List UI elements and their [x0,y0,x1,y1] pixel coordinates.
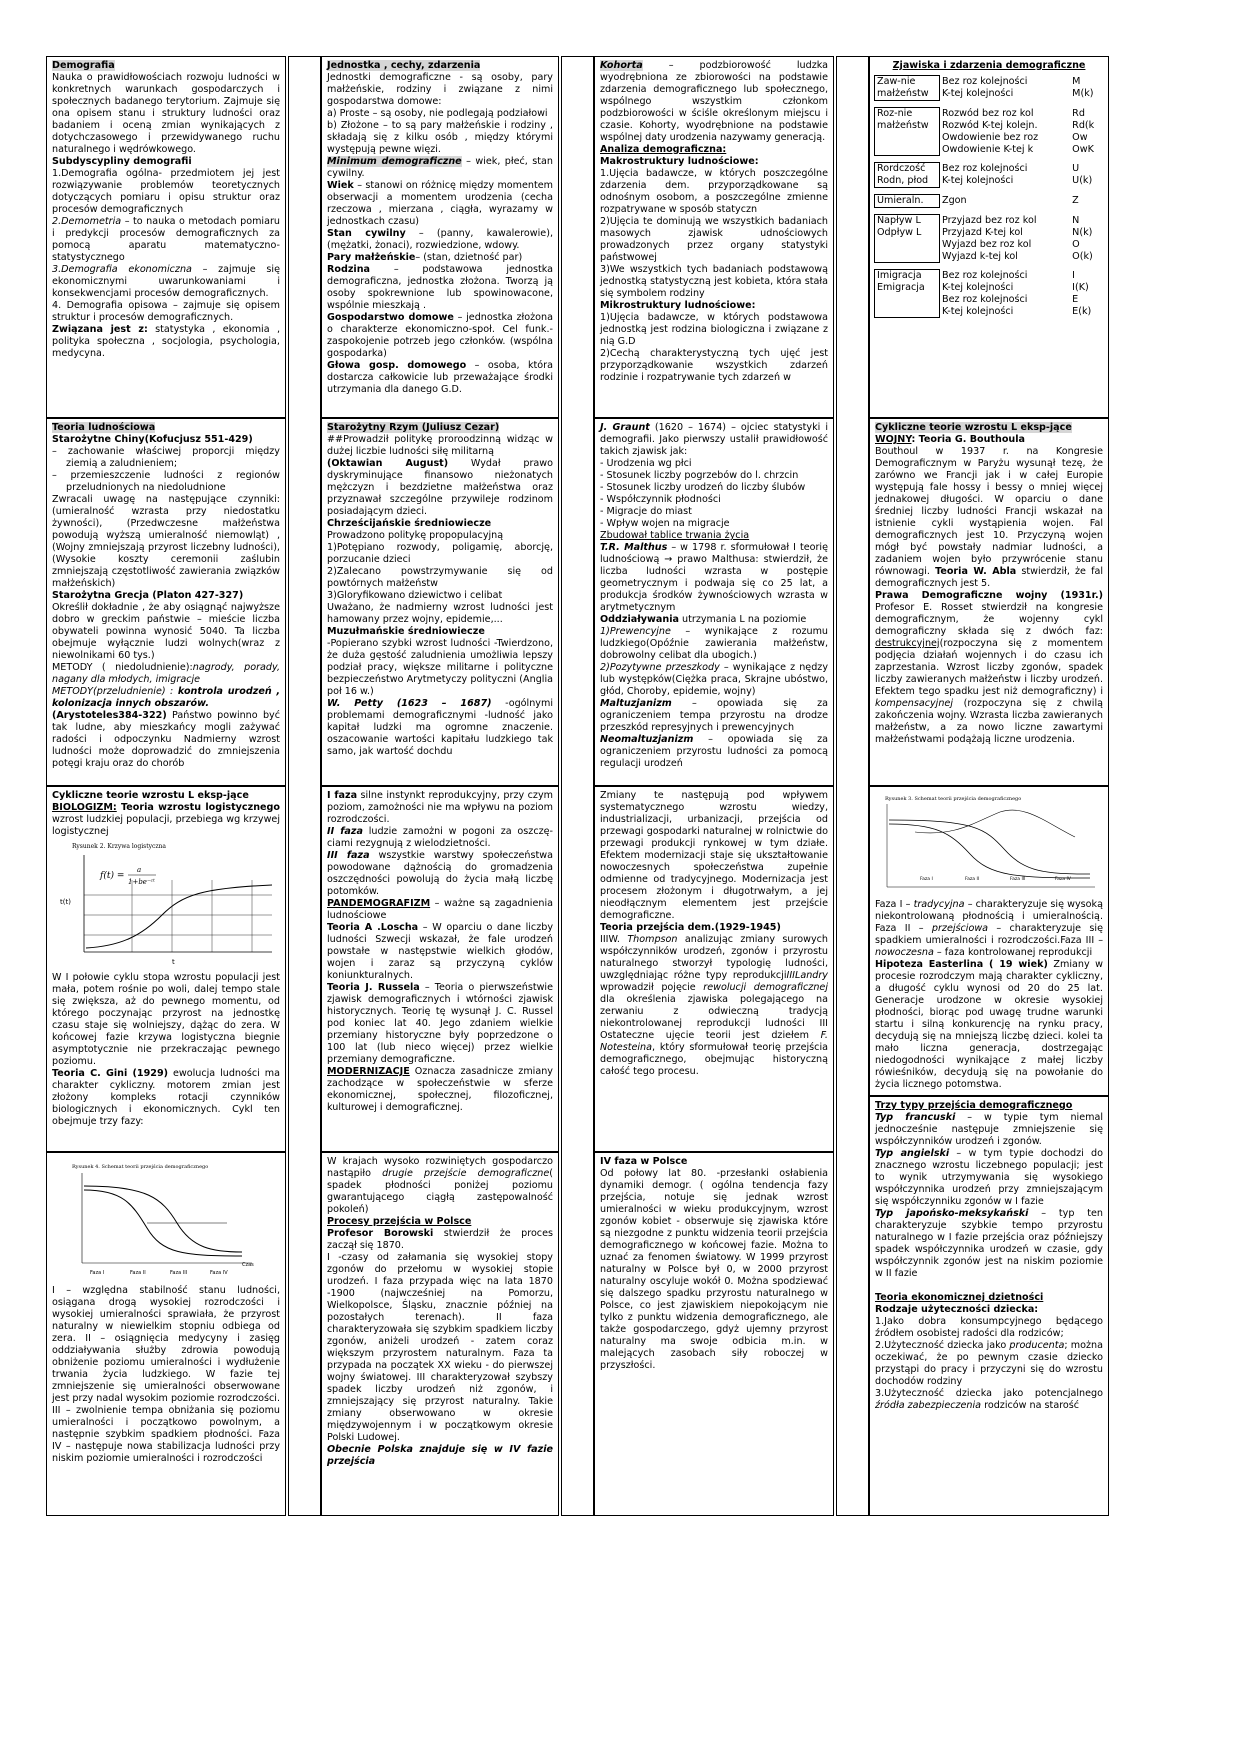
rodzina-text: – podstawowa jednostka demograficzna, jednostka złożona. Tworzą ją osoby spokrewnione lub spowinowacone, wspólnie mieszkają . [327,264,553,311]
east-head: Hipoteza Easterlina ( 19 wiek) [875,959,1048,970]
zj-sym: U [1072,162,1080,174]
cykliczne-text2: W I połowie cyklu stopa wzrostu populacji jest mała, potem rośnie po woli, dalej tempo stale się zwiększa, aż do pewnego momentu, od którego poczynając przyrost na jednostkę czasu staje się wolniejszy, dążąc do zera. W końcowej fazie krzywa logistyczna biegnie asymptotycznie nie przekraczając pewnego poziomu. [52,972,280,1067]
zj-sym: Z [1072,194,1079,206]
pary-text: – (stan, dzietność par) [415,252,523,263]
zmiany-cell [594,786,834,1152]
zj-sym: O(k) [1072,250,1093,262]
tpd-head: Teoria przejścia dem.(1929-1945) [600,922,781,933]
jednostka-title: Jednostka , cechy, zdarzenia [327,60,481,71]
przejscia-text1-i: drugie przejście demograficzne [382,1168,550,1179]
zj-sym: O [1072,238,1080,250]
faza-f2-i: przejściowa [931,923,989,934]
f3-head: III faza [327,850,370,861]
pand-text: – ważne są zagadnienia ludnościowe [327,898,553,921]
fazy-cell [46,1152,286,1516]
petty-head: W. Petty (1623 – 1687) [327,698,492,709]
zj-sym: Rd(k [1072,119,1095,131]
okt-text: Wydał prawo dyskryminujące finansowo nieżonatych mężczyzn i bezdzietne małżeństwa oraz przyznawał szczególne przywileje rodzinom posiadającym dzieci. [327,458,553,517]
chr2: 2)Zalecano powstrzymywanie się od powtórnych małżeństw [327,566,553,589]
maltu-head: Maltuzjanizm [600,698,672,709]
zj-sym: N(k) [1072,226,1093,238]
zj-desc: K-tej kolejności [942,305,1014,317]
komp: kompensacyjnej [875,698,953,709]
wiek-text: – stanowi on różnicę między momentem obserwacji a momentem urodzenia (cecha rzeczowa , mierzana , ciągła, wyrazamy w jednostkach czasu) [327,180,553,227]
metody2-head: METODY(przeludnienie) : [52,686,174,697]
zj-label-2: Rordczość Rodn, płod [875,163,940,188]
iv-faza-cell [594,1152,834,1516]
mikro1: 1)Ujęcia badawcze, w których podstawowa jednostką jest rodzina biologiczna i związane z nią G.D [600,312,828,347]
mod-text: Oznacza zasadnicze zmiany zachodzące w społeczeństwie w sferze ekonomicznej, społecznej, filozoficznej, kulturowej i demograficznej. [327,1066,553,1113]
fig-r-faza4: Faza IV [1055,877,1071,882]
sub1: 1.Demografia ogólna- przedmiotem jej jest rozwiązywanie problemów teoretycznych dotyczących pomiaru i opisu struktur oraz procesów demograficznych [52,168,280,215]
population-curve [915,810,1075,837]
poz-head: 2)Pozytywne przeszkody [600,662,720,673]
demografia-title: Demografia [52,60,115,71]
przejscia-cell [321,1152,559,1516]
destr: destrukcyjnej [875,638,940,649]
typy-head: Trzy typy przejścia demograficznego [875,1100,1073,1111]
bio-text: wzrost ludzkiej populacji, przebiega wg krzywej logistycznej [52,814,280,837]
chr-text2: Uważano, że nadmierny wzrost ludności jest hamowany przez wojny, epidemie,... [327,602,553,625]
makro2: 2)Ujęcia te dominują we wszystkich badaniach masowych zjawisk udnościowych prowadzonych przez organy statystyki państwowej [600,216,828,263]
f2-text: ludzie zamożni w pogoni za oszczę-ciami rezygnują z wielodzietności. [327,826,553,849]
jap-text: – typ ten charakteryzuje szybkie tempo przyrostu naturalnego w I fazie przejścia oraz późniejszy spadek współczynnika urodzeń w czasie, gdy współczynnik zgonów jest na niskim poziomie w II fazie [875,1208,1103,1279]
fig-faza4: Faza IV [210,1270,228,1276]
oddz-head: Oddziaływania [600,614,679,625]
prew-head: 1)Prewencyjne [600,626,671,637]
zj-row-0 [875,76,1105,101]
logistic-curve [86,885,272,948]
fr-head: Typ francuski [875,1112,956,1123]
cykliczne-cell [46,786,286,1152]
faza-f1-text: – charakteryzuje się wysoką niekontrolowaną płodnością i umieralnością. Faza II – [875,899,1103,934]
rzym-cell [321,418,559,786]
zj-desc: K-tej kolejności [942,174,1014,186]
jednostka-cell [321,56,559,418]
zbud: Zbudował tablice trwania życia [600,530,750,541]
zj-row-3 [875,195,1105,208]
teoria-title: Teoria ludnościowa [52,422,156,433]
demografia-text: Nauka o prawidłowościach rozwoju ludności w konkretnych warunkach gospodarczych i społecznych badanego terytorium. Zajmuje się ona opisem stanu i struktury ludności oraz badaniem i oceną zmian wynikających z dotychczasowego i przewidywanego ruchu naturalnego i wędrówkowego. [52,72,280,155]
fig-czas: Czas [242,1262,254,1268]
fr-text: – w typie tym niemal jednocześnie następuje zmniejszenie się współczynników urodzeń i zgonów. [875,1112,1103,1147]
oddz-text: utrzymania L na poziomie [678,614,807,625]
jednostka-b: b) Złożone – to są pary małżeńskie i rodziny , składają się z kilku osób , między którymi występują pewne więzi. [327,120,553,155]
zj-sym: M(k) [1072,87,1094,99]
iv-head: IV faza w Polsce [600,1156,688,1167]
logistic-caption: Rysunek 2. Krzywa logistyczna [72,843,166,850]
rodzina-head: Rodzina [327,264,371,275]
tpd-text-b: analizując zmiany surowych współczynników urodzeń, zgonów i przyrostu naturalnego stworzył typologię ludności, uwzględniając różne typy reprodukcji [600,934,828,981]
r1: 1.Jako dobra konsumpcyjnego będącego źródłem osobistej radości dla rodziców; [875,1316,1103,1339]
makro3: 3)We wszystkich tych badaniach podstawową jednostką statystyczną jest kobieta, która stała się symbolem rodziny [600,264,828,299]
iv-text: Od połowy lat 80. -przesłanki osłabienia dynamiki demogr. ( ogólna tendencja fazy przejścia, notuje się jednak wzrost umieralności w wieku produkcyjnym, wzrost zgonów kobiet - obserwuje się zjawiska które są niezgodne z punktu widzenia teorii przejścia demograficznego w końcowej fazie. Można to uznać za fenomen światowy. W 1999 przyrost naturalny w Polsce był 0, w 2000 przyrost naturalny oscyluje wokół 0. Można spodziewać się dalszego spadku przyrostu naturalnego w Polsce, co jest zjawiskiem niepokojącym nie tylko z punktu widzenia demograficznego, ale także gospodarczego, gdyż ujemny przyrost naturalny ma swoje odbicia m.in. w malejących zasobach siły roboczej w przyszłości. [600,1168,828,1371]
birth-rate-curve [84,1186,242,1252]
r3b: rodziców na starość [981,1400,1080,1411]
prawa-head: Prawa Demograficzne wojny (1931r.) [875,590,1103,601]
faza-f3-i: nowoczesna [875,947,934,958]
sub2-head: 2.Demometria [52,216,122,227]
muz-text: -Popierano szybki wzrost ludności -Twierdzono, że duża gęstość zaludnienia umożliwia lepszy podział pracy, większe militarne i polityczne bezpieczeństwo Arytmetyczy polityczni (Anglia poł 16 w.) [327,638,553,697]
petty-text: -ogólnymi problemami demograficznymi -ludność jako kapitał ludzki ma ogromne znaczenie. oszacowanie wartości kapitału ludzkiego tak samo, jak wartość dochdu [327,698,553,757]
birth-rate-curve [889,820,1090,874]
malthus-head: T.R. Malthus [600,542,668,553]
fig-r-faza3: Faza III [1010,877,1026,882]
fig-r-faza1: Faza I [920,877,933,882]
zj-desc: Wyjazd bez roz kol [942,238,1032,250]
fazy-text: I – względna stabilność stanu ludności, osiągana drogą wysokiej rozrodczości i wysokiej umieralności sprawiała, że przyrost naturalny w niewielkim stopniu odbiega od zera. II – osiągnięcia medycyny i zasięg oddziaływania służby zdrowia powodują obniżenie poziomu umieralności i wydłużenie trwania życia ludzkiego. W fazie tej zmniejszenie się umieralności obserwowane jest przy nadal wysokim poziomie rozrodczości. III – zwolnienie tempa obniżania się poziomu umieralności i początkowo powolnym, a następnie szybkim spadkiem płodności. Faza IV – następuje nowa stabilizacja ludności przy niskim poziomie umieralności i rozrodczości [52,1285,280,1464]
graunt-cell [594,418,834,786]
losch-text: – W oparciu o dane liczby ludności Szwecji wskazał, że fale urodzeń powstałe w następstwie wielkich głodów, wojen i zaraz są przyczyną cyklów koniunkturalnych. [327,922,554,981]
tpd-landry: IIILandry [786,970,828,981]
zj-desc: Bez roz kolejności [942,162,1028,174]
bor-text: stwierdził że proces zaczął się 1870. [327,1228,553,1251]
bio-head2: Teoria wzrostu logistycznego [116,802,280,813]
sub3-head: 3.Demografia ekonomiczna [52,264,192,275]
f3-text: wszystkie warstwy społeczeństwa powodowane dążnością do gromadzenia oszczędności powolują do życia małą liczbę potomków. [327,850,553,897]
zj-sym: E(k) [1072,305,1092,317]
tpd-text-c: wprowadził pojęcie [600,982,704,993]
f1-head: I faza [327,790,358,801]
malthus-text: – w 1798 r. sformułował I teorię ludnościową → prawo Malthusa: stwierdził, że liczba ludności wzrasta w postępie geometrycznym i podwaja się co 25 lat, a produkcja środków żywnościowych wzrasta w arytmetycznym [600,542,828,613]
faza-cell [869,786,1109,1096]
prew-text: – wynikające z rozumu ludzkiego(Opóźnie zawierania małżeństw, dobrowolny celibat dla ubogich.) [600,626,828,661]
kohorta-head: Kohorta [600,60,643,71]
logistic-curve-figure [52,840,280,970]
neo-head: Neomaltuzjanizm [600,734,694,745]
tpd-text-e: , który sformułował teorię przejścia demograficznego, obejmując historyczną całość tego procesu. [600,1042,828,1077]
chiny-l2: – przemieszczenie ludności z regionów przeludnionych na niedoludnione [52,470,280,493]
zj-sym: OwK [1072,143,1094,155]
wojny-head2: : Teoria G. Bouthoula [911,434,1026,445]
metody-text: nagrody, porady, nagany dla młodych, imigracje [52,662,280,685]
poz-text: – wynikające z nędzy lub występków(Ciężka praca, Skrajne ubóstwo, głód, Choroby, epidemie, wojny) [600,662,829,697]
muz-head: Muzułmańskie średniowiecze [327,626,485,637]
gini-text: ewolucja ludności ma charakter cykliczny. motorem zmian jest złożony kompleks rotacji czynników biologicznych i ekonomicznych. Cykl ten obejmuje trzy fazy: [52,1068,280,1127]
proc-head: Procesy przejścia w Polsce [327,1216,472,1227]
fig-r-faza2: Faza II [965,877,980,882]
f2-head: II faza [327,826,363,837]
death-rate-curve [889,824,1090,878]
gini-head: Teoria C. Gini (1929) [52,1068,169,1079]
zj-sym: Ow [1072,131,1088,143]
zj-row-4 [875,215,1105,263]
axis-x-label: t [172,958,175,966]
tpd-text-d: dla określenia zjawiska polegającego na zerwaniu z odwieczną tradycją niekontrolowanej reprodukcji ludności III Ostateczne ujęcie teorii jest dziełem [600,994,828,1041]
glowa-head: Głowa gosp. domowego [327,360,467,371]
zj-sym: Rd [1072,107,1085,119]
anal-head: Analiza demograficzna: [600,144,727,155]
mikro2: 2)Cechą charakterystyczną tych ujęć jest przyporządkowanie wszystkich zdarzeń rodzinie i rozpatrywanie tych zdarzeń w [600,348,828,383]
zj-row-1 [875,108,1105,156]
grid [84,880,272,952]
kohorta-text: – podzbiorowość ludzka wyodrębniona ze zbiorowości na podstawie zdarzenia demograficznego lub społecznego, wspólnego wszystkim członkom podzbiorowości w ściśle określonym miejscu i czasie. Kohorty, wyodrębnione na podstawie wspólnej daty urodzenia nazywamy generacją. [600,60,828,143]
przejscia-text1b: ( spadek płodności poniżej poziomu gwarantującego ciągłą zastępowalność pokoleń) [327,1168,553,1215]
wojny-head: WOJNY [875,434,912,445]
gutter-1 [288,56,321,1516]
russel-text: – Teoria o pierwszeństwie zjawisk demograficznych i wtórności zjawisk historycznych. Teorię tę wysunął J. C. Russel pod koniec lat 40. Jego zdaniem wielkie przemiany historyczne były poprzedzone o 100 lat (lub nieco więcej) przez wielkie przemiany demograficzne. [327,982,553,1065]
zj-desc: Przyjazd bez roz kol [942,214,1037,226]
cykl-text1: Bouthoul w 1937 r. na Kongresie Demograficznym w Paryżu wysunął tezę, że zarówno we Francji jak i w całej Europie występują fale hossy i bessy o mniej więcej jednakowej długości. W oparciu o dane średniej liczby ludności Francji wskazał na istnienie cykli wystąpienia wojen. Fal demograficznych jest 10. Przyczyną wojen mógł być powstały nadmiar ludności, a zadaniem wojen było przywrócenie stanu równowagi. [875,446,1103,577]
formula-lhs: f(t) = [100,871,125,881]
teoria-cell [46,418,286,786]
obecnie: Obecnie Polska znajduje się w IV fazie przejścia [327,1444,553,1467]
min-head: Minimum demograficzne [327,156,462,167]
formula-num: a [137,866,142,874]
arys-text: Państwo powinno być tak ludne, aby mieszkańcy mogli zażywać radości i odpoczynku Nadmierny wzrost ludności może doprowadzić do zmniejszenia potęgi kraju oraz do chorób [52,710,280,769]
zj-label-4: Napływ L Odpływ L [875,215,940,263]
zj-label-5: Imigracja Emigracja [875,270,940,318]
ang-head: Typ angielski [875,1148,950,1159]
cykliczne-title: Cykliczne teorie wzrostu L eksp-jące [52,790,249,801]
maltu-text: – opowiada się za ograniczeniem tempa przyrostu na drodze przeszkód represyjnych i prewencyjnych [600,698,828,733]
metody2-text: kontrola urodzeń , kolonizacja innych obszarów. [52,686,280,709]
graunt-list-5: - Wpływ wojen na migracje [600,518,730,529]
jednostka-text1: Jednostki demograficzne - są osoby, pary małżeńskie, rodziny i związane z nimi gospodarstwa domowe: [327,72,553,107]
przejscia-text1a: W krajach wysoko rozwiniętych gospodarczo nastąpiło [327,1156,553,1179]
gutter-3 [836,56,869,1516]
zj-desc: Wyjazd k-tej kol [942,250,1018,262]
zj-label-1: Roz-nie małżeństw [875,108,940,156]
transition-figure-right [875,792,1103,897]
chiny-head: Starożytne Chiny(Kofucjusz 551-429) [52,434,253,445]
faza-f1: Faza I – [875,899,914,910]
fig-faza1: Faza I [90,1270,105,1276]
zj-desc: Owdowienie K-tej k [942,143,1034,155]
jap-head: Typ japońsko-meksykański [875,1208,1029,1219]
zmiany-text1: Zmiany te następują pod wpływem systematycznego wzrostu wiedzy, industrializacji, urbanizacji, przejścia od przewagi gospodarki naturalnej w rolnictwie do przewagi produkcji rynkowej w tym działe. Efektem modernizacji staje się ukształtowanie nowoczesnych społeczeństwa zupełnie odmienne od tradycyjnego. Modernizacja jest procesem złożonym i długotrwałym, a jej nieodłącznym elementem jest przejście demograficzne. [600,790,828,921]
tpd-notest: F. Notesteina [600,1030,828,1053]
r2-i: producenta [1009,1340,1065,1351]
abla-text: stwierdził, że fal demograficznych jest 5. [875,566,1103,589]
sub2-text: – to nauka o metodach pomiaru i predykcji procesów demograficznych za pomocą aparatu matematyczno-statystycznego [52,216,280,263]
zj-sym: M [1072,75,1081,87]
r3a: 3.Użyteczność dziecka jako potencjalnego [875,1388,1103,1399]
arys-head: (Arystoteles384-322) [52,710,167,721]
rzym-title: Starożytny Rzym (Juliusz Cezar) [327,422,500,433]
graunt-list-3: - Współczynnik płodności [600,494,721,505]
zwiazana-head: Związana jest z: [52,324,148,335]
cykl-cell [869,418,1109,786]
makro-head: Makrostruktury ludnościowe: [600,156,759,167]
faza-f2-text: – charakteryzuje się spadkiem umieralności i rozrodczości.Faza III – [875,923,1103,946]
fazy2-cell [321,786,559,1152]
chr1: 1)Potępiano rozwody, poligamię, aborcję, porzucanie dzieci [327,542,553,565]
chiny-l1: – zachowanie właściwej proporcji między ziemią a zaludnieniem; [52,446,280,469]
zwiazana-text: statystyka , ekonomia , polityka społeczna , socjologia, psychologia, medycyna. [52,324,281,359]
makro1: 1.Ujęcia badawcze, w których poszczególne zdarzenia dem. przyporządkowane są odnośnym osobom, a poszczególne zmienne rozpatrywane w sposób statyczn [600,168,828,215]
zjawiska-table [874,75,1104,318]
przejscia-t1: I -czasy od załamania się wysokiej stopy zgonów do przełomu w wysokiej stopie urodzeń. I faza przypada więc na lata 1870 -1900 (najwcześniej na Pomorzu, Wielkopolsce, Śląsku, znacznie później na pozostałych terenach). II faza charakteryzowała się szybkim spadkiem liczby zgonów, aniżeli urodzeń - zatem coraz większym przyrostem naturalnym. Faza ta przypada na początek XX wieku - do pierwszej wojny światowej. III charakteryzował szybszy spadek liczby urodzeń niż zgonów, i zmniejszający się przyrost naturalny. Takie zmiany obserwowano w okresie międzywojennym i w początkowym okresie Polski Ludowej. [327,1252,553,1443]
bio-head: BIOLOGIZM: [52,802,117,813]
prawa-text3: (rozpoczyna się z chwilą zakończenia wojny. Wzrasta liczba zawieranych małżeństw, a za nowo liczne zawartymi małżeństwami podążają liczne urodzenia. [875,698,1103,745]
axis-t-label: t(t) [60,898,71,906]
faza-f1-i: tradycyjna [913,899,965,910]
zj-desc: K-tej kolejności [942,281,1014,293]
zj-desc: Zgon [942,194,967,206]
grecja-text: Określił dokładnie , że aby osiągnąć najwyższe dobro w greckim państwie – mieście liczba obywateli powinna wynosić 5040. Ta liczba obejmuje wyłącznie ludzi wolnych(wraz z niewolnikami 60 tys.) [52,602,280,661]
jednostka-a: a) Proste – są osoby, nie podlegają podziałowi [327,108,548,119]
fazy-fig-title: Rysunek 4. Schemat teorii przejścia demograficznego [72,1164,209,1170]
zj-desc: Bez roz kolejności [942,75,1028,87]
chr3: 3)Gloryfikowano dziewictwo i celibat [327,590,503,601]
zj-row-5 [875,270,1105,318]
zj-sym: I [1072,269,1076,281]
rzym-text1: ##Prowadził politykę proroodzinną widząc w dużej liczbie ludności siłę militarną [327,434,553,457]
zj-sym: I(K) [1072,281,1089,293]
russel-head: Teoria J. Russela [327,982,420,993]
pary-head: Pary małżeńskie [327,252,416,263]
gosp-text: – jednostka złożona o charakterze ekonomiczno-społ. Cel funk.- zaspokojenie potrzeb jego członków. (wspólna gospodarka) [327,312,553,359]
f1-text: silne instynkt reprodukcyjny, przy czym poziom, zamożności nie ma wpływu na poziom rozrodczości. [327,790,553,825]
zj-desc: K-tej kolejności [942,87,1014,99]
gosp-head: Gospodarstwo domowe [327,312,454,323]
zj-sym: U(k) [1072,174,1093,186]
zj-desc: Owdowienie bez roz [942,131,1039,143]
stan-text: – (panny, kawalerowie), (mężatki, żonaci), rozwiedzione, wdowy. [327,228,554,251]
zj-desc: Przyjazd K-tej kol [942,226,1023,238]
graunt-list-1: - Stosunek liczby pogrzebów do l. chrzcin [600,470,799,481]
r2b: ; można oczekiwać, że po pewnym czasie dziecko przystąpi do pracy i przyczyni się do wzrostu dochodów rodziny [875,1340,1103,1387]
tpd-rewol: rewolucji demograficznej [703,982,828,993]
cykl-title: Cykliczne teorie wzrostu L eksp-jące [875,422,1072,433]
stan-head: Stan cywilny [327,228,406,239]
faza-fig-title: Rysunek 3. Schemat teorii przejścia demograficznego [885,796,1022,802]
kohorta-cell [594,56,834,418]
chiny-text: Zwracali uwagę na następujące czynniki: (umieralność wzrasta przy niedostatku żywności), (Przedwczesne małżeństwa powodują wyższą umieralność niemowląt) , (Wojny zmniejszają przyrost liczebny ludności), (Wysokie koszty ceremonii zaślubin zmniejszają częstotliwość zawierania związków małżeńskich) [52,494,280,589]
tpd-text-a: IIIW. [600,934,628,945]
losch-head: Teoria A .Loscha [327,922,419,933]
formula-den: 1+be⁻ᶜᵗ [128,878,155,886]
grecja-head: Starożytna Grecja (Platon 427-327) [52,590,244,601]
transition-figure-left [52,1158,280,1283]
sub3-text: – zajmuje się ekonomicznymi uwarunkowaniami i konsekwencjami procesów demograficznych. [52,264,280,299]
min-text: – wiek, płeć, stan cywilny. [327,156,554,179]
gutter-2 [561,56,594,1516]
graunt-list-0: - Urodzenia wg płci [600,458,692,469]
tpd-thompson: Thompson [627,934,678,945]
sub4: 4. Demografia opisowa – zajmuje się opisem struktur i procesów demograficznych. [52,300,280,323]
ang-text: – w tym typie dochodzi do znacznego wzrostu liczebnego populacji; jest to wynik utrzymywania się wysokiego współczynnika urodzeń przy zmniejszającym się współczynniku zgonów w I fazie [875,1148,1103,1207]
east-text: Zmiany w procesie rozrodczym mają charakter cykliczny, a długość cyklu wynosi od 20 do 25 lat. Generacje urodzone w okresie wysokiej płodności, biorąc pod uwagę trudne warunki startu i silną konkurencję na rynku pracy, decydują się na mniejszą liczbę dzieci. kolei ta mało liczna generacja, dostrzegając niedogodności wynikające z małej liczby rówieśników, decydują się na powołanie do życia licznego potomstwa. [875,959,1104,1090]
typy-cell [869,1096,1109,1516]
chr-head: Chrześcijańskie średniowiecze [327,518,492,529]
zj-desc: Bez roz kolejności [942,269,1028,281]
zj-sym: E [1072,293,1079,305]
ekon-head: Teoria ekonomicznej dzietności [875,1292,1044,1303]
bor-head: Profesor Borowski [327,1228,434,1239]
prawa-text2: (rozpoczyna się z momentem podjęcia działań wojennych i do czasu ich zaprzestania. Wzrost liczby zgonów, spadek liczby zawieranych małżeństw i liczby urodzeń. Efektem tego spadku jest niż demograficzny) i [875,638,1103,697]
graunt-text: (1620 – 1674) – ojciec statystyki i demografii. Jako pierwszy ustalił prawidłowość takich zjawisk jak: [600,422,828,457]
prawa-text1: Profesor E. Rosset stwierdził na kongresie demograficznym, że wojenny cykl demograficzny składa się z dwóch faz: [875,602,1103,637]
glowa-text: – osoba, która dostarcza całkowicie lub przeważające środki utrzymania dla danego G.D. [327,360,553,395]
zj-desc: Bez roz kolejności [942,293,1028,305]
metody-head: METODY ( niedoludnienie): [52,662,193,673]
graunt-list-2: - Stosunek liczby urodzeń do liczby ślubów [600,482,806,493]
faza-f3-text: – faza kontrolowanej reprodukcji [933,947,1093,958]
subdyscypliny-title: Subdyscypliny demografii [52,156,192,167]
zj-desc: Rozwód bez roz kol [942,107,1034,119]
fig-faza3: Faza III [170,1270,188,1276]
zjawiska-cell [869,56,1109,418]
zj-desc: Rozwód K-tej kolejn. [942,119,1038,131]
zj-row-2 [875,163,1105,188]
wiek-head: Wiek [327,180,354,191]
zjawiska-title: Zjawiska i zdarzenia demograficzne [892,60,1086,71]
fig-faza2: Faza II [130,1270,146,1276]
graunt-list-4: - Migracje do miast [600,506,692,517]
chr-text: Prowadzono politykę propopulacyjną [327,530,504,541]
neo-text: – opowiada się za ograniczeniem przyrostu ludności za pomocą regulacji urodzeń [600,734,828,769]
mod-head: MODERNIZACJE [327,1066,410,1077]
zj-label-0: Zaw-nie małżeństw [875,76,940,101]
abla-head: Teoria W. Abla [935,566,1017,577]
r2a: 2.Użyteczność dziecka jako [875,1340,1010,1351]
zj-label-3: Umieraln. [875,195,940,208]
graunt-head: J. Graunt [600,422,650,433]
okt-head: (Oktawian August) [327,458,449,469]
zj-sym: N [1072,214,1080,226]
rodz-head: Rodzaje użyteczności dziecka: [875,1304,1039,1315]
mikro-head: Mikrostruktury ludnościowe: [600,300,756,311]
demografia-cell [46,56,286,418]
pand-head: PANDEMOGRAFIZM [327,898,431,909]
r3-i: źródła zabezpieczenia [875,1400,982,1411]
